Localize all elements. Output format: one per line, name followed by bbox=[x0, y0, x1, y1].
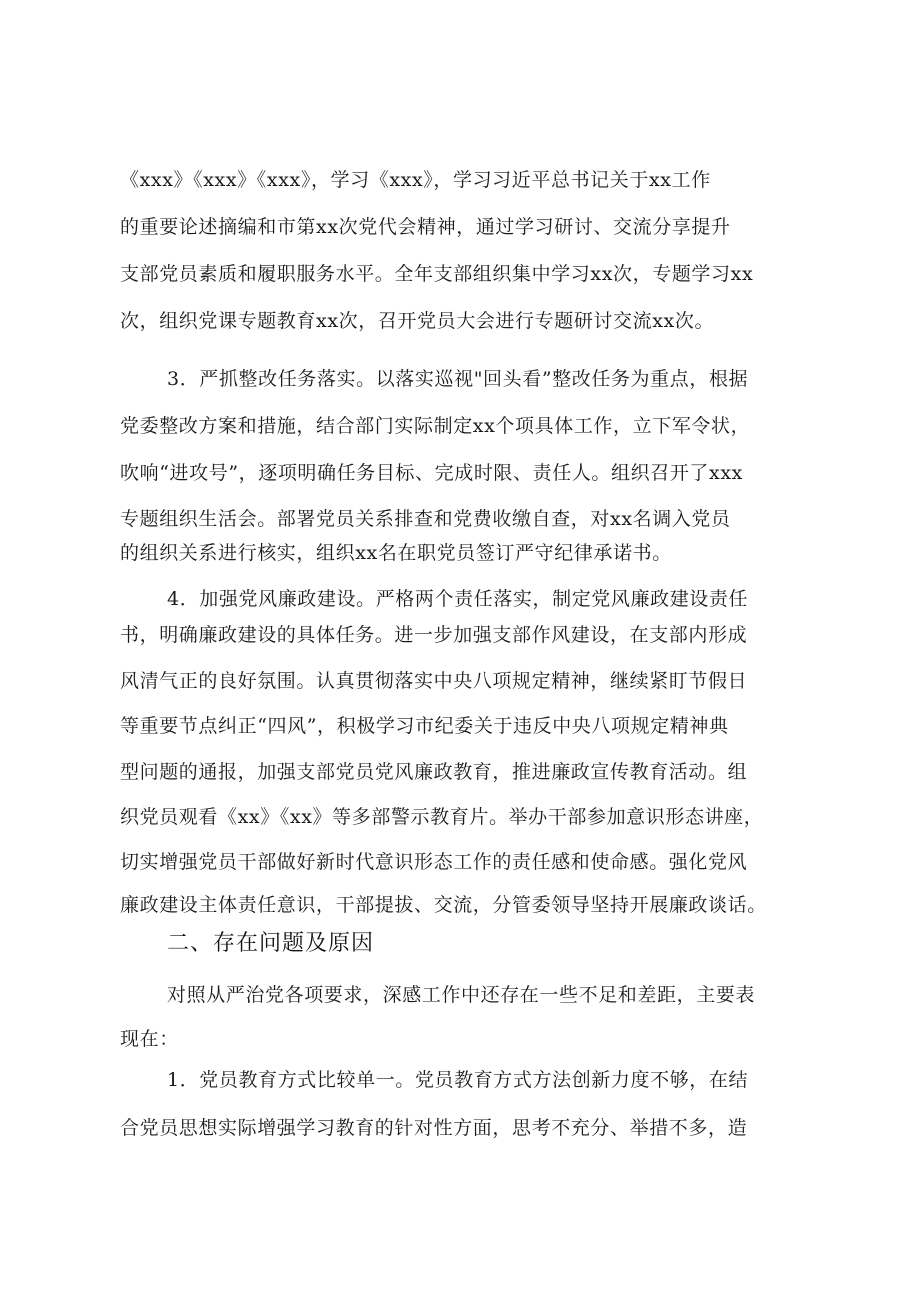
text-line: 支部党员素质和履职服务水平。全年支部组织集中学习xx次，专题学习xx bbox=[120, 263, 754, 285]
text-line: 党委整改方案和措施，结合部门实际制定xx个项具体工作，立下军令状， bbox=[120, 415, 751, 437]
text-line: 织党员观看《xx》《xx》等多部警示教育片。举办干部参加意识形态讲座， bbox=[120, 806, 764, 828]
text-line: 3．严抓整改任务落实。以落实巡视"回头看”整改任务为重点，根据 bbox=[167, 368, 749, 390]
text-line: 对照从严治党各项要求，深感工作中还存在一些不足和差距，主要表 bbox=[167, 984, 756, 1006]
text-line: 等重要节点纠正“四风”，积极学习市纪委关于违反中央八项规定精神典 bbox=[120, 715, 729, 737]
text-line: 风清气正的良好氛围。认真贯彻落实中央八项规定精神，继续紧盯节假日 bbox=[120, 670, 748, 692]
text-line: 次，组织党课专题教育xx次，召开党员大会进行专题研讨交流xx次。 bbox=[120, 310, 715, 332]
text-line: 吹响“进攻号”，逐项明确任务目标、完成时限、责任人。组织召开了xxx bbox=[120, 462, 743, 484]
text-line: 4．加强党风廉政建设。严格两个责任落实，制定党风廉政建设责任 bbox=[167, 588, 749, 610]
text-line: 书，明确廉政建设的具体任务。进一步加强支部作风建设，在支部内形成 bbox=[120, 624, 748, 646]
text-line: 切实增强党员干部做好新时代意识形态工作的责任感和使命感。强化党风 bbox=[120, 851, 748, 873]
text-line: 型问题的通报，加强支部党员党风廉政教育，推进廉政宣传教育活动。组 bbox=[120, 761, 748, 783]
text-line: 廉政建设主体责任意识，干部提拔、交流，分管委领导坚持开展廉政谈话。 bbox=[120, 894, 767, 916]
text-line: 现在： bbox=[120, 1028, 179, 1050]
text-line: 1．党员教育方式比较单一。党员教育方式方法创新力度不够，在结 bbox=[167, 1069, 749, 1091]
text-line: 专题组织生活会。部署党员关系排查和党费收缴自查，对xx名调入党员 bbox=[120, 508, 731, 530]
text-line: 《xxx》《xxx》《xxx》，学习《xxx》，学习习近平总书记关于xx工作 bbox=[120, 169, 711, 191]
text-line: 的组织关系进行核实，组织xx名在职党员签订严守纪律承诺书。 bbox=[120, 542, 672, 564]
section-heading: 二、存在问题及原因 bbox=[167, 931, 375, 956]
text-line: 的重要论述摘编和市第xx次党代会精神，通过学习研讨、交流分享提升 bbox=[120, 216, 731, 238]
text-line: 合党员思想实际增强学习教育的针对性方面，思考不充分、举措不多，造 bbox=[120, 1117, 748, 1139]
